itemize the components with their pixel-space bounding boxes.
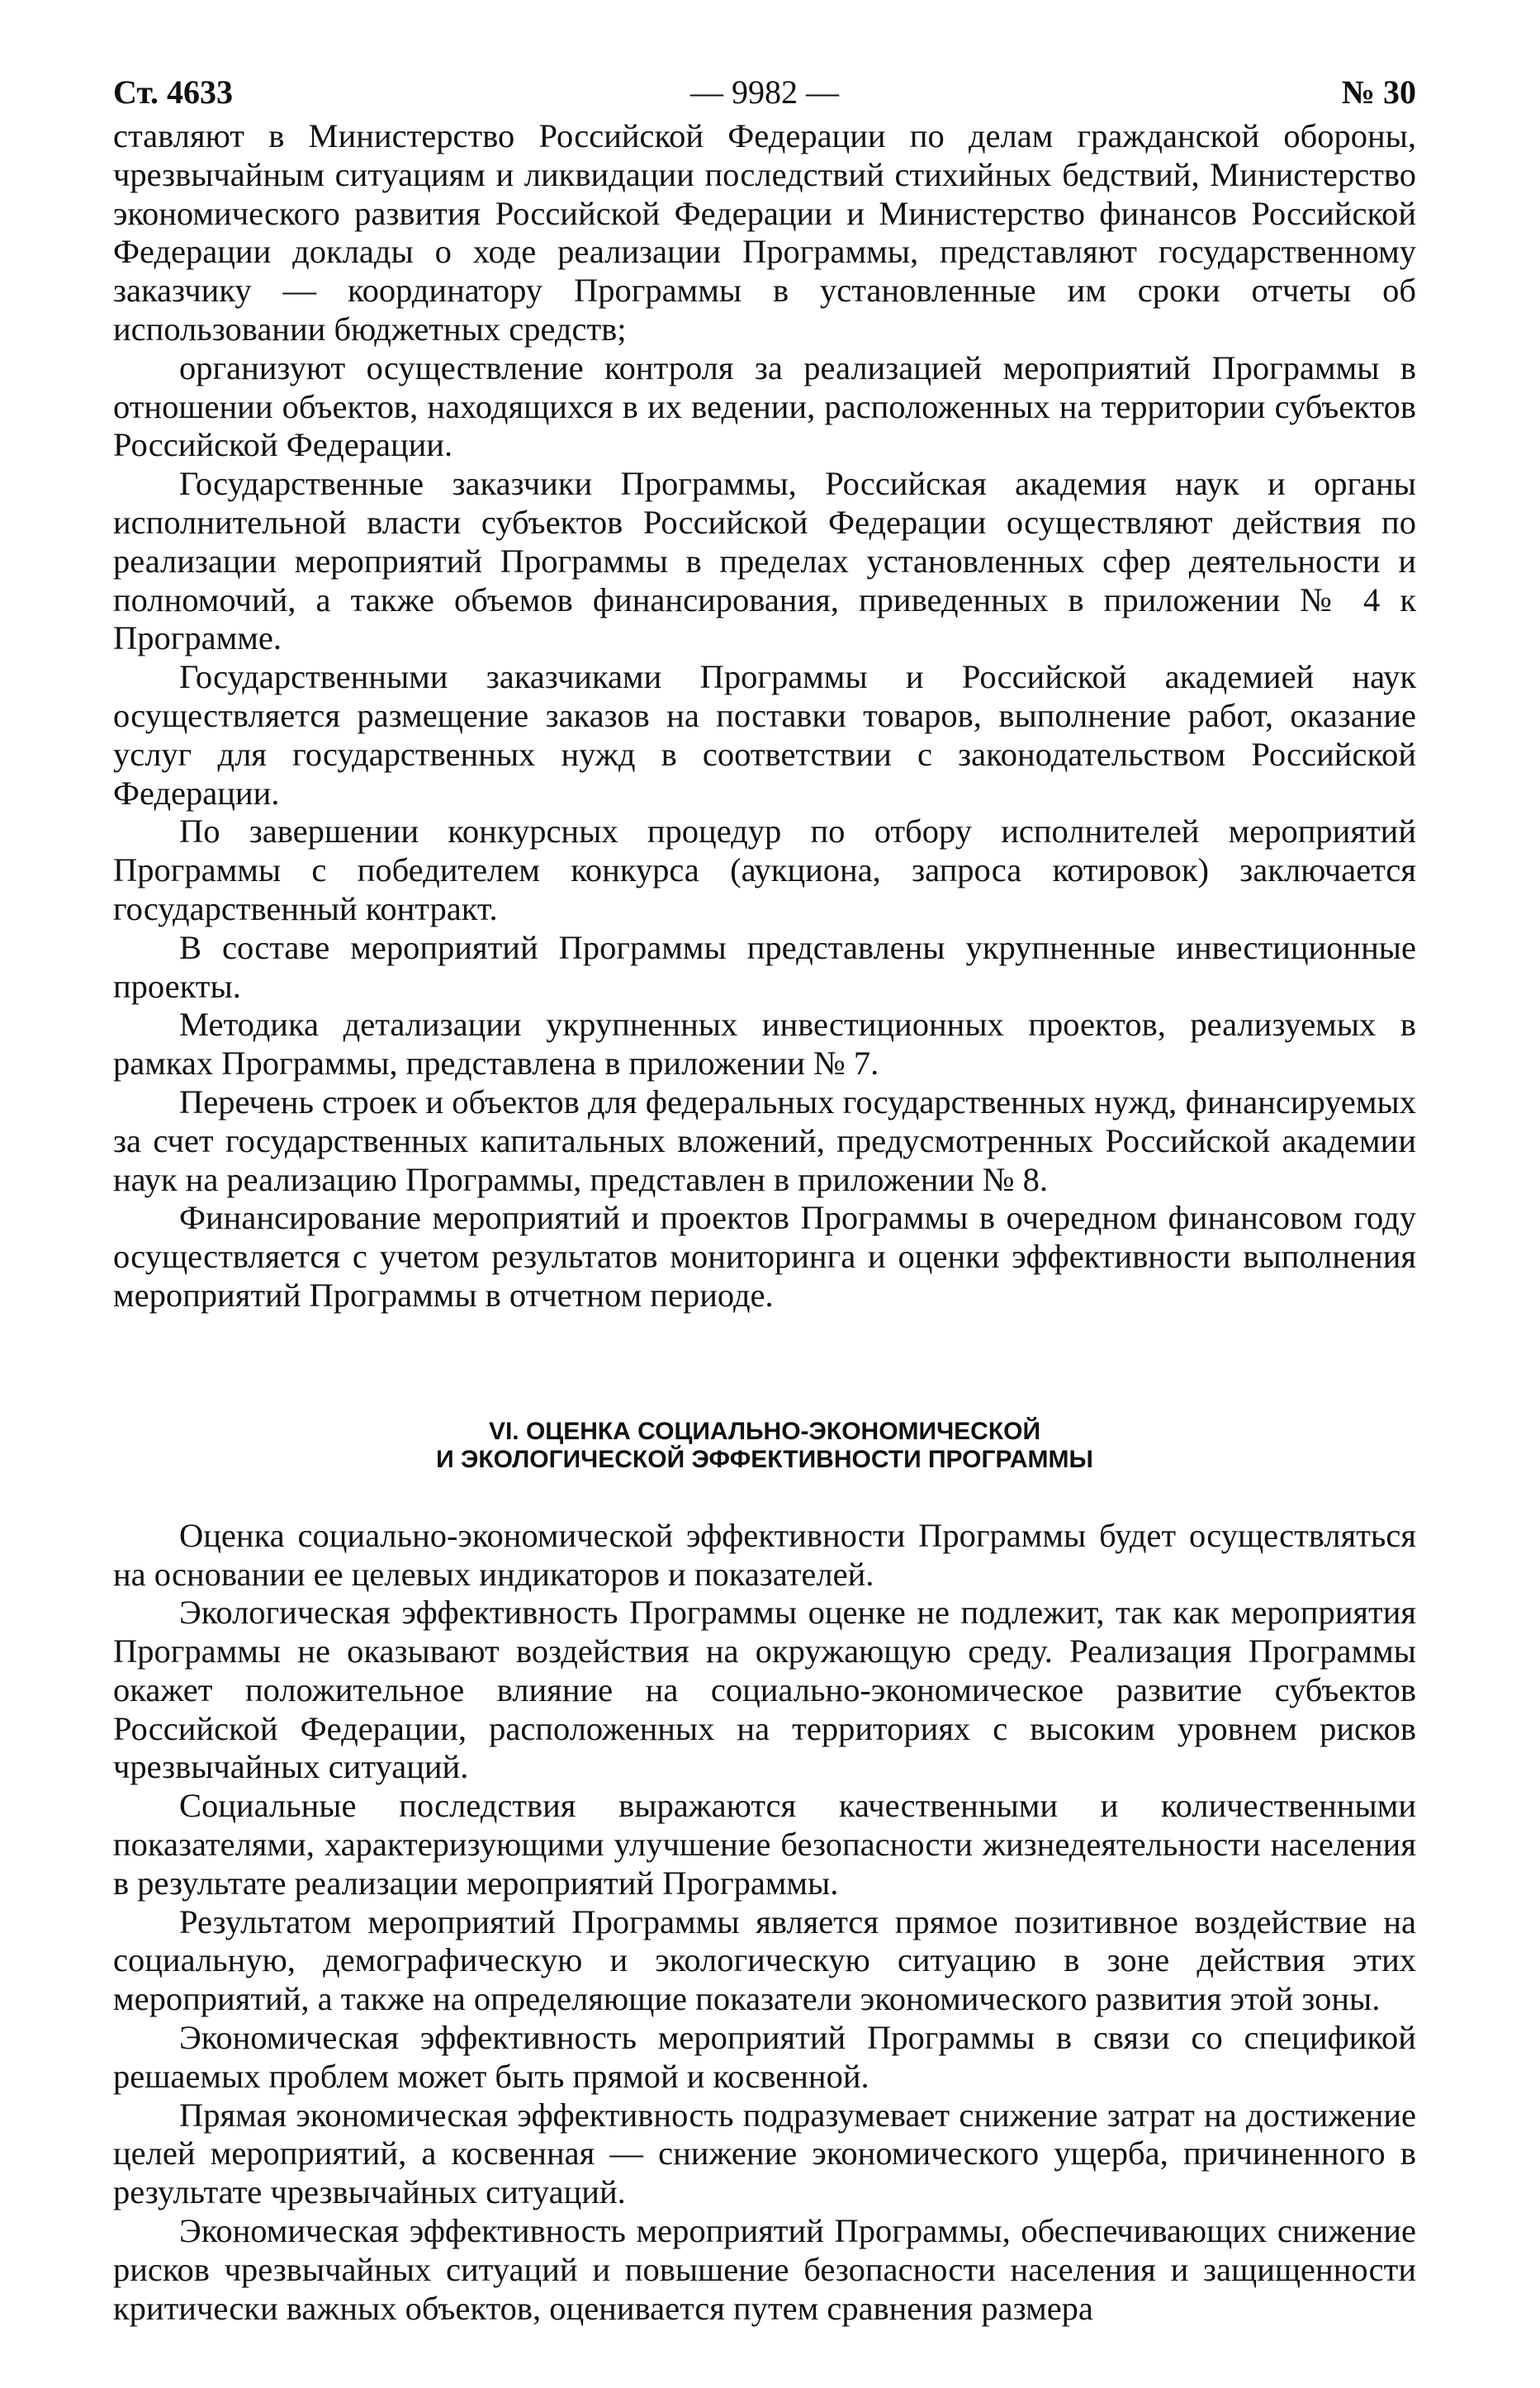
paragraph: ставляют в Министерство Российской Федерации по делам гражданской обороны, чрезвычайным ситуациям и ликвидации последствий стихийных бедствий, Министерство экономического развития Российской Федерации и Министерство финансов Российской Федерации доклады о ходе реализации Программы, представляют государственному заказчику — координатору Программы в установленные им сроки отчеты об использовании бюджетных средств; <box>113 117 1416 348</box>
issue-label: № 30 <box>1341 73 1416 111</box>
page-header <box>113 73 1416 117</box>
paragraph: Государственные заказчики Программы, Российская академия наук и органы исполнительной власти субъектов Российской Федерации осуществляют действия по реализации мероприятий Программы в пределах установленных сфер деятельности и полномочий, а также объемов финансирования, приведенных в приложении № 4 к Программе. <box>113 465 1416 657</box>
paragraph: Прямая экономическая эффективность подразумевает снижение затрат на достижение целей мероприятий, а косвенная — снижение экономического ущерба, причиненного в результате чрезвычайных ситуаций. <box>113 2096 1416 2211</box>
section-title-line: VI. ОЦЕНКА СОЦИАЛЬНО-ЭКОНОМИЧЕСКОЙ <box>488 1417 1041 1445</box>
document-page <box>113 73 1416 2328</box>
paragraph: Социальные последствия выражаются качественными и количественными показателями, характеризующими улучшение безопасности жизнедеятельности населения в результате реализации мероприятий Программы. <box>113 1787 1416 1902</box>
section-body-continuation <box>113 117 1416 1315</box>
paragraph: В составе мероприятий Программы представлены укрупненные инвестиционные проекты. <box>113 928 1416 1005</box>
section-title-line: И ЭКОЛОГИЧЕСКОЙ ЭФФЕКТИВНОСТИ ПРОГРАММЫ <box>436 1445 1093 1473</box>
paragraph: Экологическая эффективность Программы оценке не подлежит, так как мероприятия Программы не оказывают воздействия на окружающую среду. Реализация Программы окажет положительное влияние на социально-экономическое развитие субъектов Российской Федерации, расположенных на территориях с высоким уровнем рисков чрезвычайных ситуаций. <box>113 1594 1416 1786</box>
section-body <box>113 1517 1416 2329</box>
paragraph: По завершении конкурсных процедур по отбору исполнителей мероприятий Программы с победителем конкурса (аукциона, запроса котировок) заключается государственный контракт. <box>113 813 1416 927</box>
paragraph: Экономическая эффективность мероприятий Программы, обеспечивающих снижение рисков чрезвычайных ситуаций и повышение безопасности населения и защищенности критически важных объектов, оценивается путем сравнения размера <box>113 2212 1416 2327</box>
paragraph: Оценка социально-экономической эффективности Программы будет осуществляться на основании ее целевых индикаторов и показателей. <box>113 1516 1416 1593</box>
page-number: — 9982 — <box>690 73 839 111</box>
page-label: Ст. 4633 <box>113 73 233 111</box>
section-title <box>113 1418 1416 1474</box>
paragraph: Государственными заказчиками Программы и Российской академией наук осуществляется размещение заказов на поставки товаров, выполнение работ, оказание услуг для государственных нужд в соответствии с законодательством Российской Федерации. <box>113 658 1416 812</box>
paragraph: Перечень строек и объектов для федеральных государственных нужд, финансируемых за счет государственных капитальных вложений, предусмотренных Российской академии наук на реализацию Программы, представлен в приложении № 8. <box>113 1083 1416 1198</box>
paragraph: Экономическая эффективность мероприятий Программы в связи со спецификой решаемых проблем может быть прямой и косвенной. <box>113 2019 1416 2095</box>
paragraph: Методика детализации укрупненных инвестиционных проектов, реализуемых в рамках Программы, представлена в приложении № 7. <box>113 1006 1416 1083</box>
paragraph: организуют осуществление контроля за реализацией мероприятий Программы в отношении объектов, находящихся в их ведении, расположенных на территории субъектов Российской Федерации. <box>113 348 1416 464</box>
paragraph: Финансирование мероприятий и проектов Программы в очередном финансовом году осуществляется с учетом результатов мониторинга и оценки эффективности выполнения мероприятий Программы в отчетном периоде. <box>113 1199 1416 1314</box>
paragraph: Результатом мероприятий Программы является прямое позитивное воздействие на социальную, демографическую и экологическую ситуацию в зоне действия этих мероприятий, а также на определяющие показатели экономического развития этой зоны. <box>113 1902 1416 2018</box>
